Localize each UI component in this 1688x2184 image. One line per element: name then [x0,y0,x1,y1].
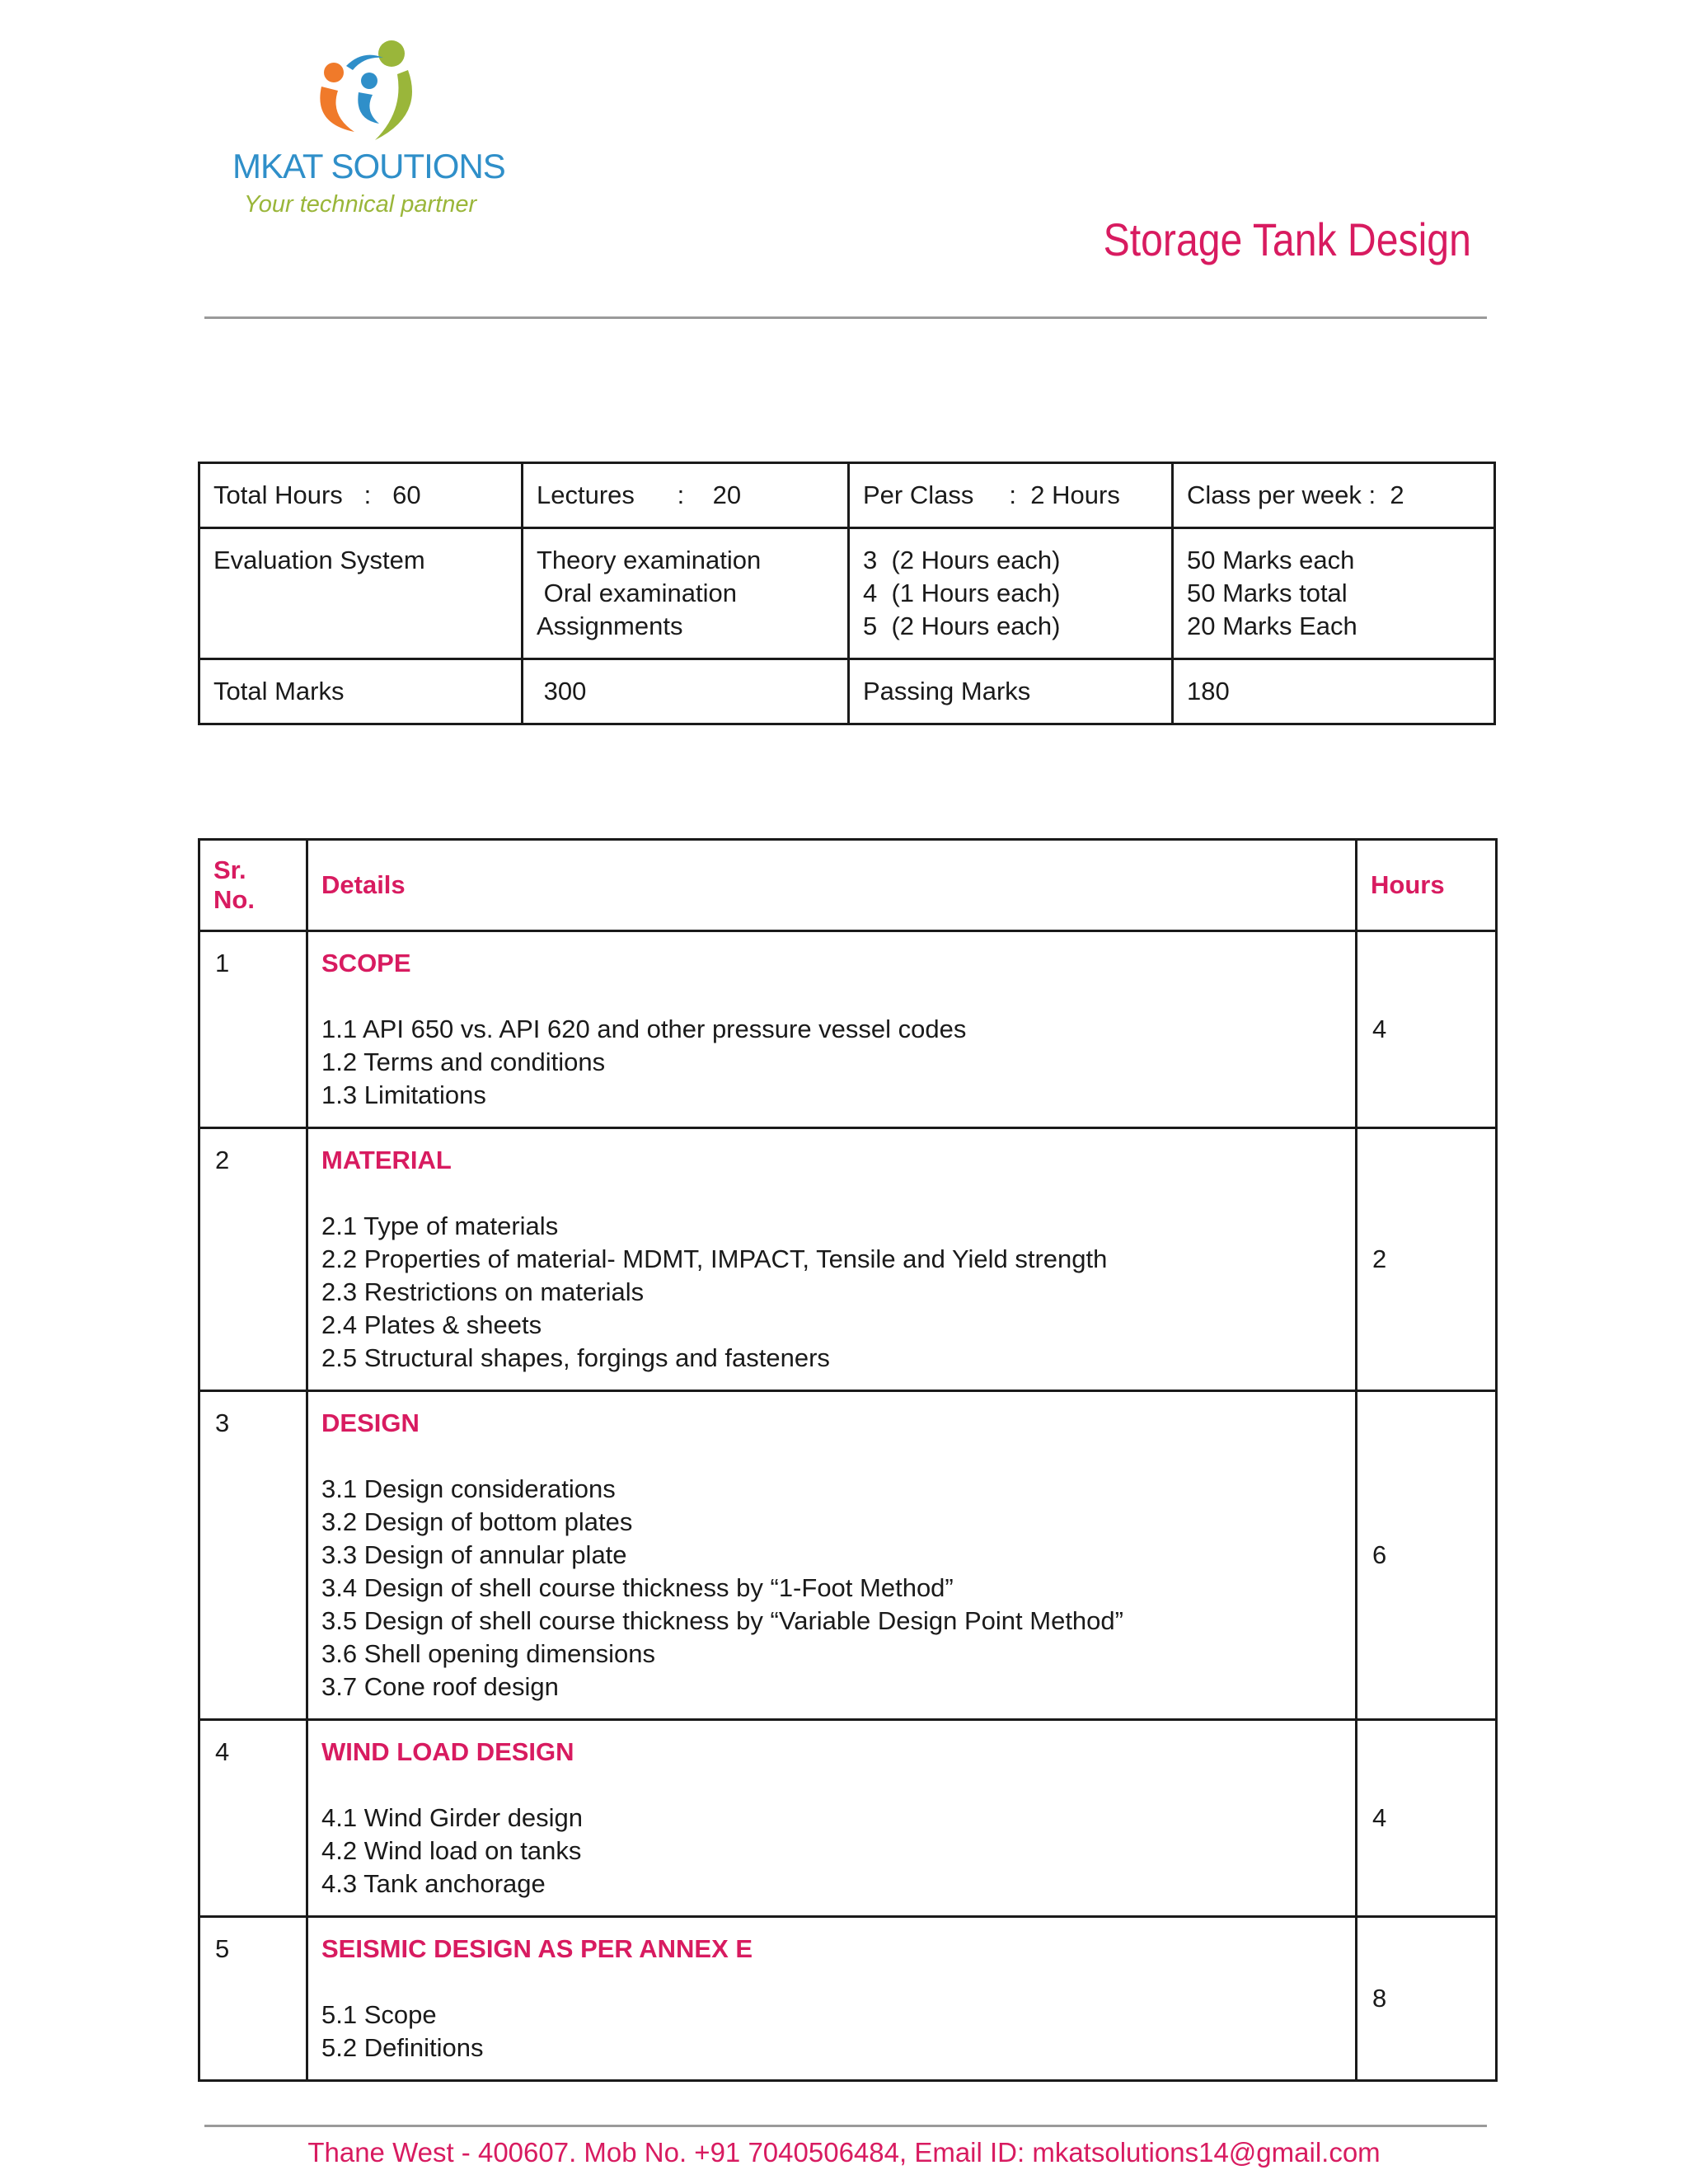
syllabus-hours: 8 [1357,1917,1497,2081]
syllabus-row [199,1720,1497,1917]
module-topic: 3.5 Design of shell course thickness by “Variable Design Point Method” [321,1606,1123,1635]
footer-contact: Thane West - 400607. Mob No. +91 7040506484, Email ID: mkatsolutions14@gmail.com [307,2137,1381,2168]
syllabus-sr-no: 1 [199,931,307,1128]
info-cell-text: 50 Marks each [1187,546,1355,574]
module-topic: 3.1 Design considerations [321,1474,616,1503]
module-topic: 4.1 Wind Girder design [321,1803,584,1832]
module-topic: 5.1 Scope [321,2000,437,2029]
info-cell-text: 180 [1187,677,1230,705]
module-heading: MATERIAL [321,1146,452,1174]
info-cell-text: Oral examination [537,579,737,607]
module-topic: 4.3 Tank anchorage [321,1869,546,1898]
module-topic: 2.2 Properties of material- MDMT, IMPACT, Tensile and Yield strength [321,1244,1108,1273]
info-cell-text: Lectures : 20 [537,480,742,509]
info-row [199,659,1495,724]
module-topic: 1.3 Limitations [321,1080,486,1109]
module-topic: 2.5 Structural shapes, forgings and fasteners [321,1343,830,1372]
info-cell-text: Class per week : 2 [1187,480,1404,509]
header-divider [204,316,1487,319]
syllabus-sr-no: 5 [199,1917,307,2081]
info-cell [849,528,1173,659]
info-cell-text: 5 (2 Hours each) [863,612,1061,640]
company-logo [223,33,519,231]
info-cell-text: Total Marks [213,677,345,705]
module-topic: 4.2 Wind load on tanks [321,1836,582,1865]
syllabus-row [199,1128,1497,1391]
info-cell [523,659,849,724]
syllabus-table [198,838,1498,2082]
info-cell [849,659,1173,724]
info-cell-text: 4 (1 Hours each) [863,579,1061,607]
module-heading: SEISMIC DESIGN AS PER ANNEX E [321,1934,753,1963]
syllabus-details [307,1391,1357,1720]
module-topic: 1.1 API 650 vs. API 620 and other pressure vessel codes [321,1015,967,1043]
info-cell [1173,463,1495,528]
syllabus-hours: 6 [1357,1391,1497,1720]
syllabus-sr-no: 4 [199,1720,307,1917]
info-cell-text: Per Class : 2 Hours [863,480,1120,509]
module-topic: 2.4 Plates & sheets [321,1310,542,1339]
module-topic: 3.2 Design of bottom plates [321,1507,633,1536]
syllabus-row [199,1391,1497,1720]
module-topic: 2.3 Restrictions on materials [321,1277,645,1306]
syllabus-details [307,1128,1357,1391]
module-topic: 5.2 Definitions [321,2033,484,2062]
info-cell-text: Assignments [537,612,683,640]
logo-company-name: MKAT SOUTIONS [232,147,505,185]
info-row [199,528,1495,659]
syllabus-header-row [199,840,1497,931]
syllabus-row [199,1917,1497,2081]
module-topic: 3.6 Shell opening dimensions [321,1639,655,1668]
footer-divider [204,2125,1487,2127]
module-topic: 3.7 Cone roof design [321,1672,559,1701]
info-row [199,463,1495,528]
logo-tagline: Your technical partner [244,191,477,218]
info-cell [199,659,523,724]
document-title: Storage Tank Design [1103,213,1471,265]
course-info-table [198,462,1496,725]
info-cell [523,463,849,528]
syllabus-details [307,1917,1357,2081]
module-topic: 1.2 Terms and conditions [321,1047,606,1076]
syllabus-details [307,931,1357,1128]
syllabus-hours: 4 [1357,1720,1497,1917]
info-cell-text: 300 [537,677,587,705]
syllabus-details [307,1720,1357,1917]
module-topic: 3.3 Design of annular plate [321,1540,627,1569]
module-heading: SCOPE [321,949,411,977]
info-cell-text: Theory examination [537,546,762,574]
header-sr-no: Sr. No. [199,840,307,931]
info-cell [199,528,523,659]
info-cell [1173,528,1495,659]
info-cell-text: 20 Marks Each [1187,612,1357,640]
syllabus-sr-no: 2 [199,1128,307,1391]
header-details: Details [307,840,1357,931]
info-cell [1173,659,1495,724]
info-cell [523,528,849,659]
info-cell-text: Total Hours : 60 [213,480,421,509]
header-hours: Hours [1357,840,1497,931]
info-cell-text: 3 (2 Hours each) [863,546,1061,574]
syllabus-row [199,931,1497,1128]
info-cell-text: Evaluation System [213,546,425,574]
module-heading: DESIGN [321,1408,420,1437]
info-cell [849,463,1173,528]
logo-people-icon [305,33,437,148]
module-heading: WIND LOAD DESIGN [321,1737,574,1766]
info-cell [199,463,523,528]
syllabus-hours: 2 [1357,1128,1497,1391]
module-topic: 2.1 Type of materials [321,1212,559,1240]
module-topic: 3.4 Design of shell course thickness by “1-Foot Method” [321,1573,954,1602]
syllabus-sr-no: 3 [199,1391,307,1720]
syllabus-hours: 4 [1357,931,1497,1128]
info-cell-text: 50 Marks total [1187,579,1348,607]
info-cell-text: Passing Marks [863,677,1031,705]
